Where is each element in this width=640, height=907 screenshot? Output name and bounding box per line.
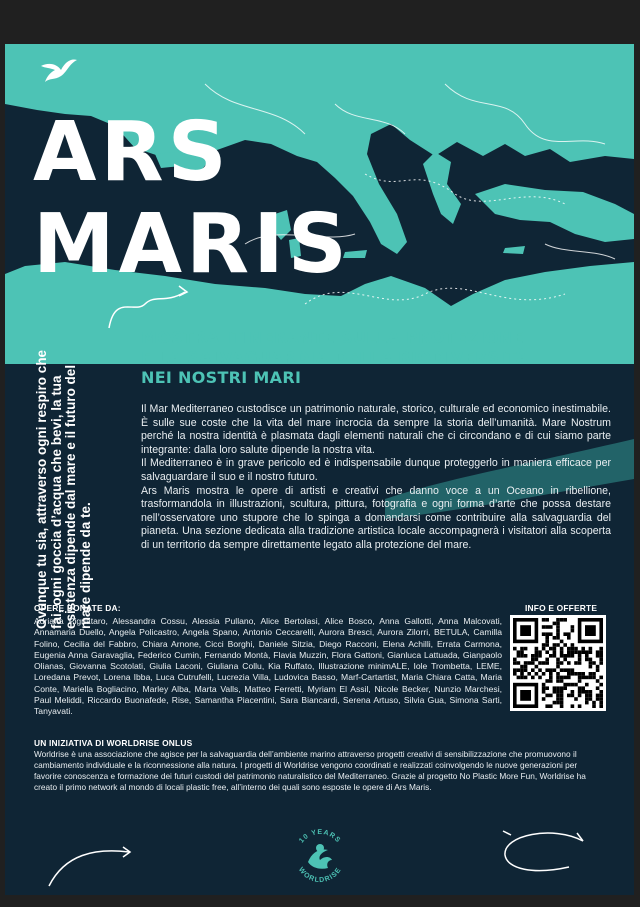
swirl-arrow-icon [105, 274, 195, 334]
subtitle-line: NEI NOSTRI MARI [141, 368, 302, 387]
subtitle-line: MOSTRA ITINERANTE SULLA PROTEZIONE [141, 328, 524, 347]
intro-text [141, 403, 611, 553]
arrow-left-icon [45, 844, 135, 890]
poster [5, 44, 634, 895]
vertical-quote: Ovunque tu sia, attraverso ogni respiro che fai, ogni goccia d’acqua che bevi, la tua esistenza dipende dal mare e il futuro del mare dipende da te. [34, 349, 93, 629]
logo-text-top: 10 YEARS [298, 828, 342, 845]
logo-text-bottom: WORLDRISE [296, 866, 344, 885]
intro-paragraph: Ars Maris mostra le opere di artisti e creativi che danno voce a un Oceano in ribellione, trasformandola in illustrazioni, scultura, pittura, fotografia e ogni forma d’arte che possa destare nell’osservatore uno stupore che lo spinga a domandarsi come contribuire alla salvaguardia del pianeta. Una sezione dedicata alla tradizione artistica locale accompagnerà i visitatori alla scoperta di un territorio da sempre direttamente legato alla protezione del mare. [141, 484, 611, 551]
donated-heading: OPERE DONATE DA: [34, 603, 121, 613]
qr-code[interactable] [510, 615, 606, 711]
worldrise-logo [288, 824, 352, 888]
exhibition-subtitle [141, 328, 611, 388]
qr-code-pattern [513, 618, 603, 708]
org-heading: UN INIZIATIVA DI WORLDRISE ONLUS [34, 738, 193, 748]
svg-text:10 YEARS [298, 829, 342, 845]
svg-text:WORLDRISE [297, 866, 343, 884]
donated-artists-list: Adriana Pignataro, Alessandra Cossu, Alessia Pullano, Alice Bertolasi, Alice Bosco, Anna Gallotti, Anna Malcovati, Annamaria Duello, Angela Policastro, Angela Spano, Antonio Ceccarelli, Aurora Bresci, Aurora Zilorri, BETULA, Camilla Folino, Cecilia del Fabbro, Chiara Arnone, Cicci Borghi, Daniele Sitzia, Diego Racconi, Elena Achilli, Errata Carmona, Eugenia Anna Garavaglia, Federico Cumin, Fernando Montà, Flavia Muzzin, Flora Gattoni, Gianluca Lattuada, Gianpaolo Olianas, Giovanna Scotolati, Giulia Laconi, Giuliana Collu, Kia Ruffato, Illustrazione minimALE, Iole Trombetta, LEME, Loredana Prevot, Lorena Ibba, Luca Cutrufelli, Lucrezia Villa, Ludovica Basso, Marf-Cartartist, Maria Chiara Catta, Maria Conte, Mariella Bogliacino, Marley Alba, Marta Valls, Matteo Ferretti, Myriam El Assil, Nicole Becker, Nunzio Marchesi, Paul Meliddi, Riccardo Buonafede, Rise, Samantha Piacentini, Sara Biancardi, Serena Artuso, Silvia Gua, Simona Sarti, Tanyavati. [34, 616, 502, 717]
subtitle-line: E LA SALVAGUARDIA DELLA BIODIVERSITÀ [141, 348, 529, 367]
title-maris: MARIS [33, 197, 351, 292]
arrow-right-icon [493, 829, 589, 879]
org-description: Worldrise è una associazione che agisce per la salvaguardia dell’ambiente marino attraverso progetti creativi di sensibilizzazione che promuovono il cambiamento individuale e la riconnessione alla natura. I progetti di Worldrise vengono coordinati e realizzati coinvolgendo le nuove generazioni per favorire conoscenza e formazione dei futuri custodi del patrimonio naturalistico del Mediterraneo. Grazie al progetto No Plastic More Fun, Worldrise ha creato il primo network al mondo di locali plastic free, all’interno dei quali sono esposte le opere di Ars Maris. [34, 749, 586, 792]
info-heading: INFO E OFFERTE [525, 603, 598, 613]
intro-paragraph: Il Mar Mediterraneo custodisce un patrimonio naturale, storico, culturale ed economico inestimabile. È sulle sue coste che la vita del mare incrocia da sempre la storia dell’umanità. Mare Nostrum perché la nostra identità è plasmata dagli elementi naturali che ci circondano e di cui siamo parte integrante: dalla loro salute dipende la nostra vita. [141, 403, 611, 456]
bird-logo-icon [39, 56, 79, 86]
title-ars: ARS [33, 105, 231, 200]
intro-paragraph: Il Mediterraneo è in grave pericolo ed è indispensabile dunque proteggerlo in maniera efficace per salvaguardare il suo e il nostro futuro. [141, 457, 611, 483]
